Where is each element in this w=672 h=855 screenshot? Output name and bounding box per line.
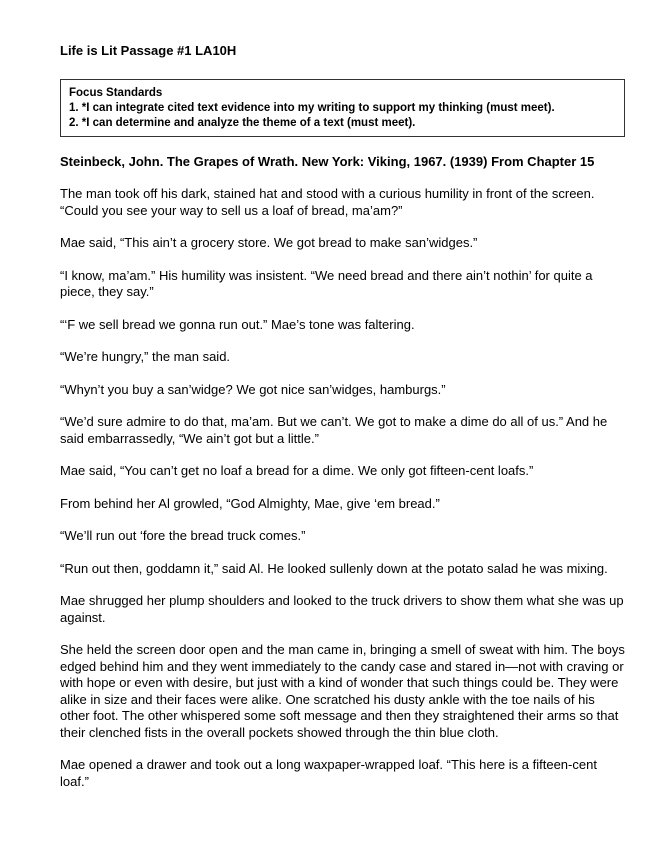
document-page xyxy=(60,43,625,806)
paragraph: “‘F we sell bread we gonna run out.” Mae’s tone was faltering. xyxy=(60,316,415,332)
paragraph: “We’re hungry,” the man said. xyxy=(60,349,231,364)
paragraph: “I know, ma’am.” His humility was insistent. “We need bread and there ain’t nothin’ for quite a piece, they say.” xyxy=(60,267,593,299)
paragraph: The man took off his dark, stained hat and stood with a curious humility in front of the screen. “Could you see your way to sell us a loaf of bread, ma’am?” xyxy=(60,186,595,218)
focus-standards-box xyxy=(60,79,625,137)
focus-standards-heading: Focus Standards xyxy=(69,87,163,99)
paragraph: “We’ll run out ‘fore the bread truck comes.” xyxy=(60,528,306,543)
paragraph: From behind her Al growled, “God Almighty, Mae, give ‘em bread.” xyxy=(60,495,440,511)
paragraph: “We’d sure admire to do that, ma’am. But we can’t. We got to make a dime do all of us.” And he said embarrassedly, “We ain’t got but a little.” xyxy=(60,414,608,446)
passage-body xyxy=(60,186,625,790)
paragraph: Mae opened a drawer and took out a long waxpaper-wrapped loaf. “This here is a fifteen-cent loaf.” xyxy=(60,757,597,789)
paragraph: Mae said, “This ain’t a grocery store. We got bread to make san’widges.” xyxy=(60,235,478,250)
focus-standard-2: 2. *I can determine and analyze the theme of a text (must meet). xyxy=(69,117,416,129)
focus-standard-1: 1. *I can integrate cited text evidence into my writing to support my thinking (must meet). xyxy=(69,102,555,114)
paragraph: She held the screen door open and the man came in, bringing a smell of sweat with him. The boys edged behind him and they went immediately to the candy case and stared in—not with craving or with hope or even with desire, but just with a kind of wonder that such things could be. They were alike in size and their faces were alike. One scratched his dusty ankle with the toe nails of his other foot. The other whispered some soft message and then they straightened their arms so that their clenched fists in the overall pockets showed through the thin blue cloth. xyxy=(60,642,625,740)
paragraph: Mae said, “You can’t get no loaf a bread for a dime. We only got fifteen-cent loafs.” xyxy=(60,463,534,478)
document-title: Life is Lit Passage #1 LA10H xyxy=(60,43,237,58)
paragraph: “Run out then, goddamn it,” said Al. He looked sullenly down at the potato salad he was mixing. xyxy=(60,560,608,576)
paragraph: “Whyn’t you buy a san’widge? We got nice san’widges, hamburgs.” xyxy=(60,381,446,397)
paragraph: Mae shrugged her plump shoulders and looked to the truck drivers to show them what she was up against. xyxy=(60,593,624,625)
source-citation: Steinbeck, John. The Grapes of Wrath. New York: Viking, 1967. (1939) From Chapter 15 xyxy=(60,154,595,169)
